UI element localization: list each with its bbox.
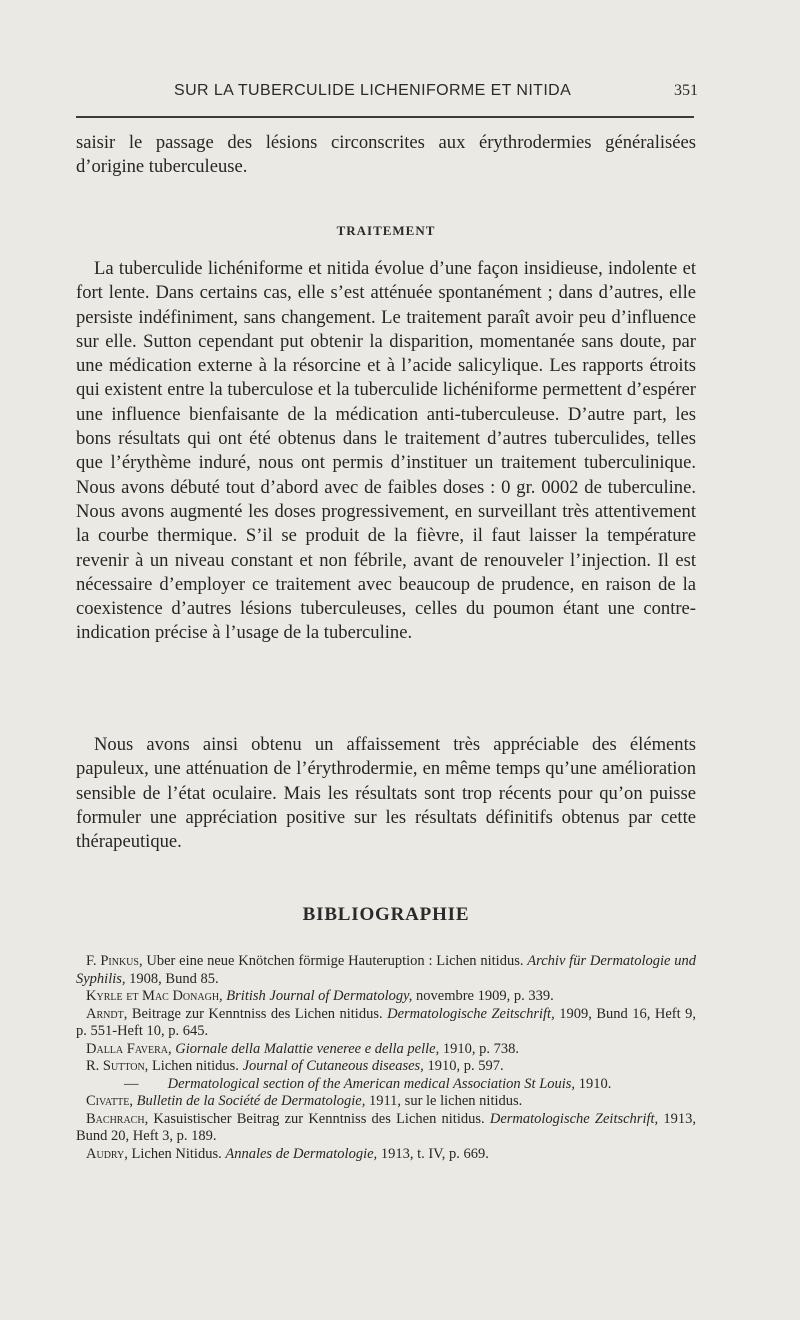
- entry-details: 1908, Bund 85.: [125, 970, 219, 987]
- entry-author: Kyrle et Mac Donagh,: [86, 988, 223, 1004]
- entry-journal: British Journal of Dermatology,: [226, 988, 413, 1004]
- bibliography-list: [76, 953, 696, 1163]
- entry-journal: Giornale della Malattie veneree e della pelle,: [175, 1040, 440, 1057]
- entry-title: Lichen Nitidus.: [127, 1145, 226, 1162]
- bibliography-entry: [76, 1006, 696, 1041]
- entry-journal: Dermatological section of the American medical Association St Louis,: [167, 1075, 576, 1092]
- bibliography-entry: [76, 1076, 696, 1094]
- intro-paragraph: saisir le passage des lésions circonscrites aux érythrodermies généralisées d’origine tuberculeuse.: [76, 132, 696, 178]
- entry-journal: Bulletin de la Société de Dermatologie,: [136, 1093, 366, 1109]
- entry-details: 1911, sur le lichen nitidus.: [365, 1093, 523, 1109]
- entry-details: 1910.: [575, 1075, 612, 1092]
- entry-author: Audry,: [86, 1145, 128, 1162]
- entry-author: R. Sutton,: [86, 1058, 149, 1074]
- entry-author: Bachrach,: [86, 1110, 149, 1127]
- page-number: 351: [674, 82, 698, 99]
- entry-details: 1913, t. IV, p. 669.: [377, 1145, 489, 1162]
- bibliography-entry: [76, 1146, 696, 1164]
- entry-journal: Journal of Cutaneous diseases,: [242, 1058, 424, 1074]
- header-rule: [76, 116, 694, 118]
- bibliography-entry: [76, 1041, 696, 1059]
- bibliography-entry: [76, 953, 696, 988]
- entry-journal: Dermatologische Zeitschrift,: [489, 1110, 659, 1127]
- entry-details: novembre 1909, p. 339.: [412, 988, 554, 1004]
- entry-details: 1910, p. 738.: [439, 1040, 519, 1057]
- bibliography-entry: [76, 1093, 696, 1111]
- running-head: [74, 82, 700, 106]
- entry-title: Uber eine neue Knötchen förmige Hauteruption : Lichen nitidus.: [142, 953, 528, 969]
- entry-journal: Dermatologische Zeitschrift,: [387, 1005, 555, 1022]
- entry-journal: Annales de Dermatologie,: [225, 1145, 378, 1162]
- bibliography-entry: [76, 1058, 696, 1076]
- entry-author: F. Pinkus,: [86, 953, 143, 969]
- entry-details: 1909, Bund 16, Heft 9, p. 551-Heft 10, p. 645.: [76, 1005, 696, 1039]
- entry-author: —: [124, 1075, 139, 1092]
- entry-title: Beitrage zur Kenntniss des Lichen nitidus.: [127, 1005, 388, 1022]
- section-title-bibliographie: BIBLIOGRAPHIE: [302, 904, 470, 925]
- entry-author: Dalla Favera,: [86, 1040, 172, 1057]
- section-title-traitement: TRAITEMENT: [336, 223, 436, 238]
- running-title: SUR LA TUBERCULIDE LICHENIFORME ET NITIDA: [174, 82, 572, 99]
- entry-author: Arndt,: [86, 1005, 128, 1022]
- entry-details: 1913, Bund 20, Heft 3, p. 189.: [76, 1110, 696, 1144]
- entry-title: Lichen nitidus.: [148, 1058, 243, 1074]
- entry-journal: Archiv für Dermatologie und Syphilis,: [76, 953, 696, 987]
- entry-author: Civatte,: [86, 1093, 133, 1109]
- bibliography-entry: [76, 988, 696, 1006]
- entry-details: 1910, p. 597.: [423, 1058, 504, 1074]
- traitement-paragraph-2: Nous avons ainsi obtenu un affaissement très appréciable des éléments papuleux, une atténuation de l’érythrodermie, en même temps qu’une amélioration sensible de l’état oculaire. Mais les résultats sont trop récents pour qu’on puisse formuler une appréciation positive sur les résultats définitifs obtenus par cette thérapeutique.: [76, 734, 696, 853]
- traitement-paragraph-1: La tuberculide lichéniforme et nitida évolue d’une façon insidieuse, indolente et fort lente. Dans certains cas, elle s’est atténuée spontanément ; dans d’autres, elle persiste indéfiniment, sans changement. Le traitement paraît avoir peu d’influence sur elle. Sutton cependant put obtenir la disparition, momentanée sans doute, par une médication externe à la résorcine et à l’acide salicylique. Les rapports étroits qui existent entre la tuberculose et la tuberculide lichéniforme permettent d’espérer une influence bienfaisante de la médication anti-tuberculeuse. D’autre part, les bons résultats qui ont été obtenus dans le traitement d’autres tuberculides, telles que l’érythème induré, nous ont permis d’instituer un traitement tuberculinique. Nous avons débuté tout d’abord avec de faibles doses : 0 gr. 0002 de tuberculine. Nous avons augmenté les doses progressivement, en surveillant très attentivement la courbe thermique. S’il se produit de la fièvre, il faut laisser la température revenir à un niveau constant et non fébrile, avant de renouveler l’injection. Il est nécessaire d’employer ce traitement avec beaucoup de prudence, en raison de la coexistence d’autres lésions tuberculeuses, celles du poumon étant une contre-indication précise à l’usage de la tuberculine.: [76, 258, 696, 644]
- bibliography-entry: [76, 1111, 696, 1146]
- entry-title: Kasuistischer Beitrag zur Kenntniss des Lichen nitidus.: [148, 1110, 490, 1127]
